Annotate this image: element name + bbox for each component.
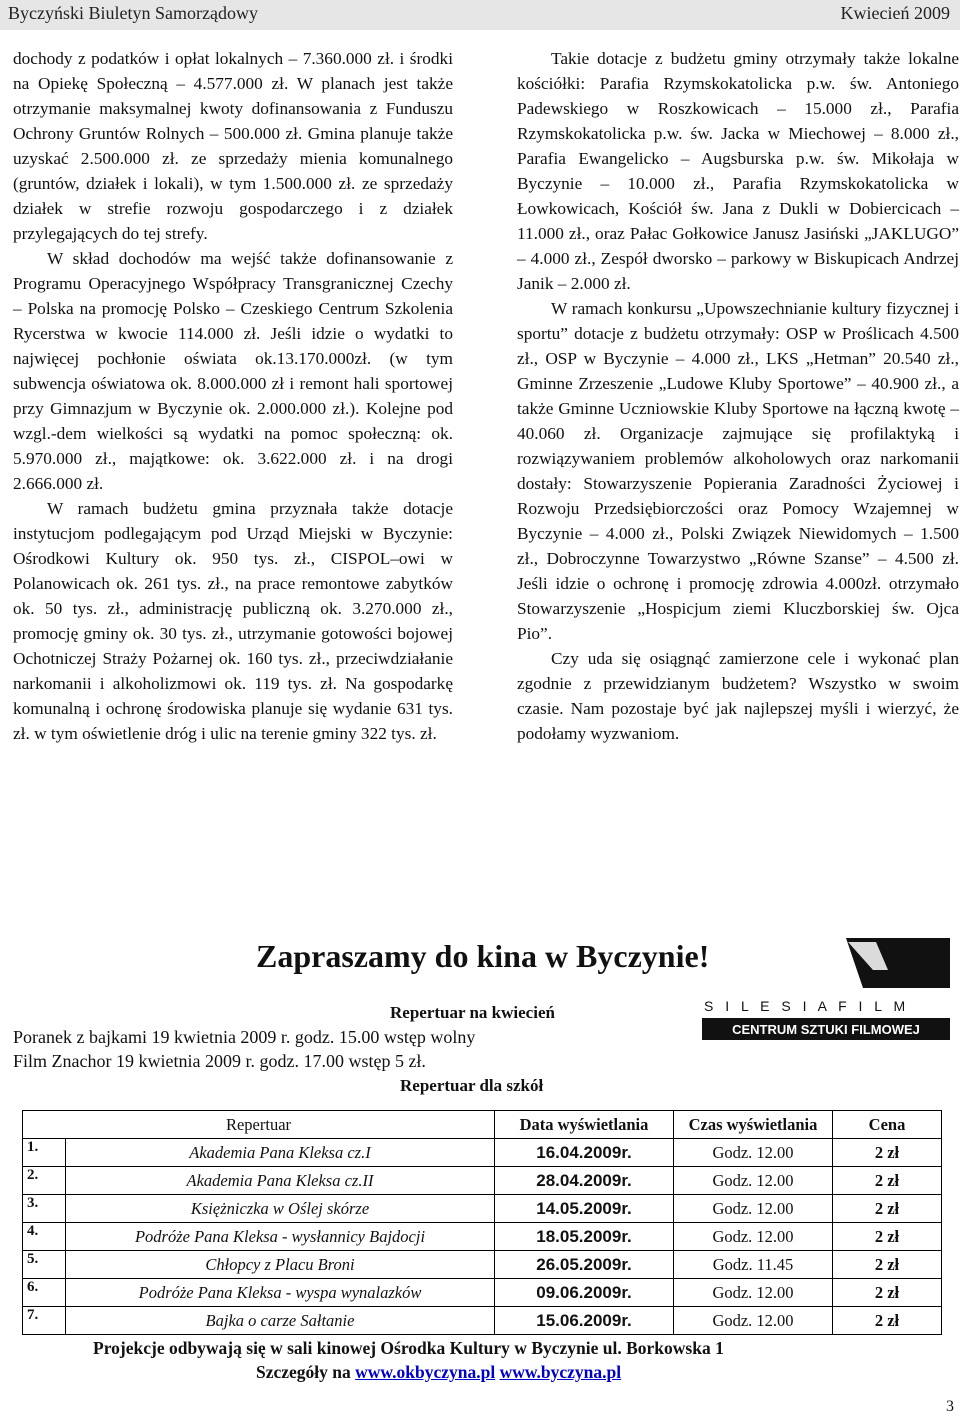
left-paragraph-1: dochody z podatków i opłat lokalnych – 7.360.000 zł. i środki na Opiekę Społeczną – 4.577.000 zł. W planach jest także otrzymanie maksymalnej kwoty dofinansowania z Funduszu Ochrony Gruntów Rolnych – 500.000 zł. Gmina planuje także uzyskać 2.500.000 zł. ze sprzedaży mienia komunalnego (gruntów, działek i lokali), w tym 1.500.000 zł. ze sprzedaży działek w strefie rozwoju gospodarczego i z działek przylegających do tej strefy.: [13, 49, 453, 243]
details-prefix: Szczegóły na: [256, 1362, 351, 1382]
byczyna-link[interactable]: www.byczyna.pl: [499, 1362, 622, 1382]
screening-time: Godz. 12.00: [674, 1307, 833, 1335]
movie-title: Podróże Pana Kleksa - wysłannicy Bajdocji: [66, 1223, 495, 1251]
movie-title: Księżniczka w Oślej skórze: [66, 1195, 495, 1223]
details-line: [256, 1362, 621, 1383]
screening-time: Godz. 11.45: [674, 1251, 833, 1279]
logo-bottom-text: CENTRUM SZTUKI FILMOWEJ: [732, 1022, 920, 1037]
right-paragraph-3: Czy uda się osiągnąć zamierzone cele i wykonać plan zgodnie z przewidzianym budżetem? Wszystko w swoim czasie. Nam pozostaje być jak najlepszej myśli i wierzyć, że podołamy wyzwaniom.: [517, 649, 959, 743]
table-row: [23, 1307, 942, 1335]
screening-time: Godz. 12.00: [674, 1139, 833, 1167]
table-header-row: [23, 1111, 942, 1139]
table-row: [23, 1139, 942, 1167]
ticket-price: 2 zł: [833, 1167, 942, 1195]
row-number: 4.: [23, 1223, 66, 1251]
silesia-film-logo: [698, 930, 954, 1050]
right-paragraph-1: Takie dotacje z budżetu gminy otrzymały także lokalne kościółki: Parafia Rzymskokatolicka p.w. św. Antoniego Padewskiego w Roszkowicach – 15.000 zł., Parafia Rzymskokatolicka p.w. św. Jacka w Miechowej – 8.000 zł., Parafia Ewangelicko – Augsburska p.w. św. Mikołaja w Byczynie – 10.000 zł., Parafia Rzymskokatolicka w Łowkowicach, Kościół św. Jana z Dukli w Dobiercicach – 11.000 zł., oraz Pałac Gołkowice Janusz Jasiński „JAKLUGO” – 4.000 zł., Zespół dworsko – parkowy w Biskupicach Andrzej Janik – 2.000 zł.: [517, 49, 959, 293]
row-number: 6.: [23, 1279, 66, 1307]
left-column: [13, 46, 453, 746]
header-date: Data wyświetlania: [495, 1111, 674, 1139]
issue-date: Kwiecień 2009: [840, 3, 950, 23]
page-header: [0, 0, 960, 30]
ticket-price: 2 zł: [833, 1307, 942, 1335]
ticket-price: 2 zł: [833, 1251, 942, 1279]
movie-title: Bajka o carze Sałtanie: [66, 1307, 495, 1335]
screening-time: Godz. 12.00: [674, 1279, 833, 1307]
header-repertoire: Repertuar: [23, 1111, 495, 1139]
page-number: 3: [946, 1398, 954, 1415]
okbyczyna-link[interactable]: www.okbyczyna.pl: [355, 1362, 496, 1382]
april-repertoire-heading: Repertuar na kwiecień: [390, 1003, 555, 1022]
screening-date: 14.05.2009r.: [495, 1195, 674, 1223]
left-paragraph-2: W skład dochodów ma wejść także dofinansowanie z Programu Operacyjnego Współpracy Transgranicznej Czechy – Polska na promocję Polsko – Czeskiego Centrum Szkolenia Rycerstwa w kwocie 114.000 zł. Jeśli idzie o wydatki to najwięcej pochłonie oświata ok.13.170.000zł. (w tym subwencja oświatowa ok. 8.000.000 zł i remont hali sportowej przy Gimnazjum w Byczynie ok. 2.000.000 zł.). Kolejne pod wzgl.-dem wielkości są wydatki na pomoc społeczną: ok. 5.970.000 zł., majątkowe: ok. 3.622.000 zł. i na drogi 2.666.000 zł.: [13, 249, 453, 493]
right-column: [517, 46, 959, 746]
row-number: 5.: [23, 1251, 66, 1279]
row-number: 1.: [23, 1139, 66, 1167]
screening-location-note: Projekcje odbywają się w sali kinowej Ośrodka Kultury w Byczynie ul. Borkowska 1: [93, 1338, 724, 1358]
ticket-price: 2 zł: [833, 1195, 942, 1223]
table-row: [23, 1251, 942, 1279]
screening-time: Godz. 12.00: [674, 1195, 833, 1223]
row-number: 7.: [23, 1307, 66, 1335]
movie-title: Akademia Pana Kleksa cz.I: [66, 1139, 495, 1167]
ticket-price: 2 zł: [833, 1139, 942, 1167]
schools-repertoire-table: [22, 1110, 942, 1335]
screening-date: 16.04.2009r.: [495, 1139, 674, 1167]
publication-title: Byczyński Biuletyn Samorządowy: [8, 3, 258, 23]
right-paragraph-2: W ramach konkursu „Upowszechnianie kultury fizycznej i sportu” dotacje z budżetu otrzymały: OSP w Proślicach 4.500 zł., OSP w Byczynie – 4.000 zł., LKS „Hetman” 20.540 zł., Gminne Zrzeszenie „Ludowe Kluby Sportowe” – 40.900 zł., a także Gminne Uczniowskie Kluby Sportowe na łączną kwotę – 40.060 zł. Organizacje zajmujące się profilaktyką i rozwiązywaniem problemów alkoholowych oraz narkomanii dostały: Stowarzyszenie Popierania Zaradności Życiowej i Rozwoju Przedsiębiorczości oraz Pomocy Wzajemnej w Byczynie – 4.000 zł., Polski Związek Niewidomych – 1.500 zł., Dobroczynne Towarzystwo „Równe Szanse” – 4.500 zł. Jeśli idzie o ochronę i promocję zdrowia 4.000zł. otrzymało Stowarzyszenie „Hospicjum ziemi Kluczborskiej św. Ojca Pio”.: [517, 299, 959, 643]
table-row: [23, 1167, 942, 1195]
screening-date: 28.04.2009r.: [495, 1167, 674, 1195]
screening-date: 15.06.2009r.: [495, 1307, 674, 1335]
table-row: [23, 1223, 942, 1251]
ticket-price: 2 zł: [833, 1279, 942, 1307]
april-screening-1: Poranek z bajkami 19 kwietnia 2009 r. godz. 15.00 wstęp wolny: [13, 1027, 476, 1047]
movie-title: Akademia Pana Kleksa cz.II: [66, 1167, 495, 1195]
left-paragraph-3: W ramach budżetu gmina przyznała także dotacje instytucjom podlegającym pod Urząd Miejski w Byczynie: Ośrodkowi Kultury ok. 950 tys. zł., CISPOL–owi w Polanowicach ok. 261 tys. zł., na prace remontowe zabytków ok. 50 tys. zł., administrację publiczną ok. 3.270.000 zł., promocję gminy ok. 30 tys. zł., utrzymanie gotowości bojowej Ochotniczej Straży Pożarnej ok. 160 tys. zł., przeciwdziałanie narkomanii i alkoholizmowi ok. 119 tys. zł. Na gospodarkę komunalną i ochronę środowiska planuje się wydanie 631 tys. zł. w tym oświetlenie dróg i ulic na terenie gminy 322 tys. zł.: [13, 499, 453, 743]
cinema-invitation-title: Zapraszamy do kina w Byczynie!: [256, 938, 710, 974]
ticket-price: 2 zł: [833, 1223, 942, 1251]
screening-date: 26.05.2009r.: [495, 1251, 674, 1279]
schools-repertoire-heading: Repertuar dla szkół: [400, 1076, 544, 1095]
april-screening-2: Film Znachor 19 kwietnia 2009 r. godz. 17.00 wstęp 5 zł.: [13, 1051, 426, 1071]
header-time: Czas wyświetlania: [674, 1111, 833, 1139]
row-number: 2.: [23, 1167, 66, 1195]
table-row: [23, 1195, 942, 1223]
logo-top-text: S I L E S I A F I L M: [704, 998, 910, 1014]
table-row: [23, 1279, 942, 1307]
movie-title: Chłopcy z Placu Broni: [66, 1251, 495, 1279]
screening-time: Godz. 12.00: [674, 1223, 833, 1251]
row-number: 3.: [23, 1195, 66, 1223]
screening-date: 18.05.2009r.: [495, 1223, 674, 1251]
screening-date: 09.06.2009r.: [495, 1279, 674, 1307]
movie-title: Podróże Pana Kleksa - wyspa wynalazków: [66, 1279, 495, 1307]
header-price: Cena: [833, 1111, 942, 1139]
screening-time: Godz. 12.00: [674, 1167, 833, 1195]
